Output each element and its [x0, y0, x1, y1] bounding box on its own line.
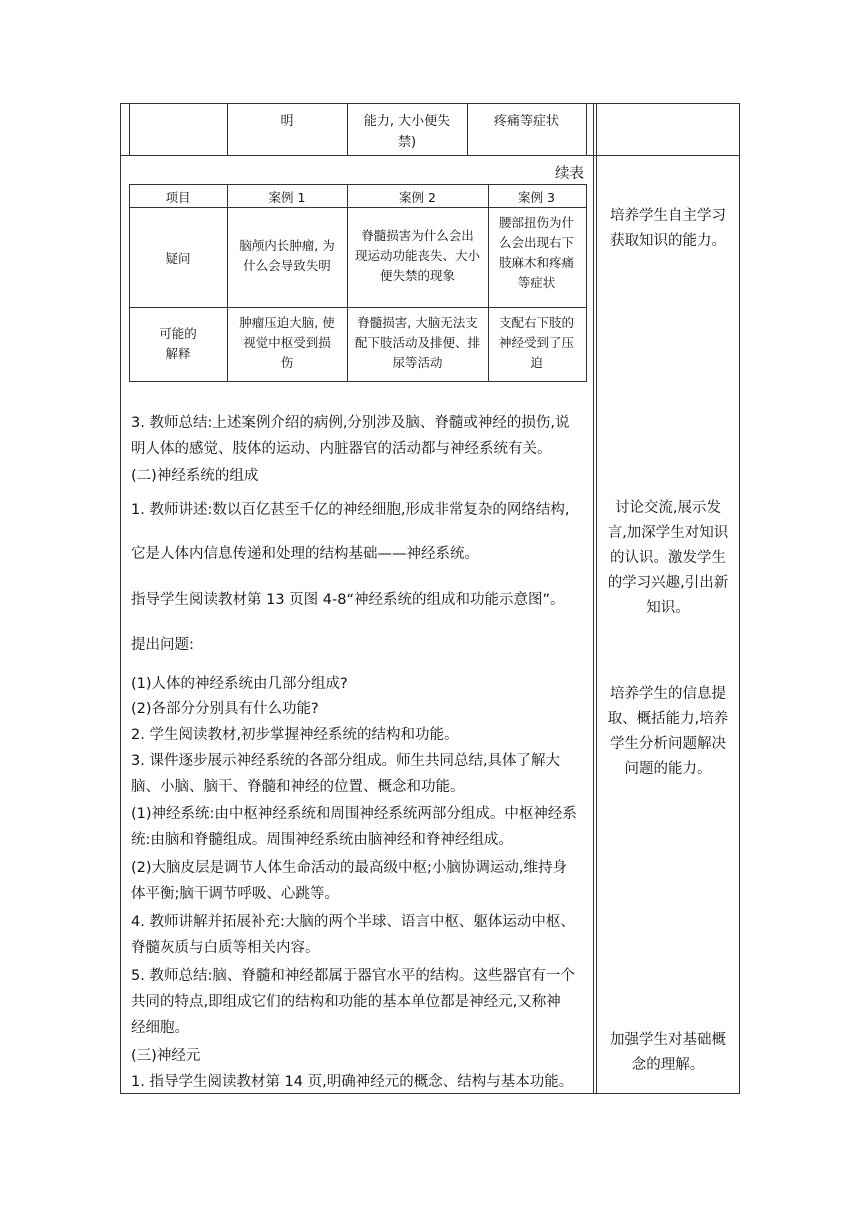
- side-note-4: [597, 1028, 739, 1078]
- row2-case3: [488, 313, 585, 373]
- side-line: 的学习兴趣,引出新: [607, 575, 729, 591]
- side-note-1: [597, 204, 739, 254]
- side-line: 培养学生自主学习: [610, 208, 726, 224]
- row1-case2-line: 脊髓损害为什么会出: [361, 228, 474, 243]
- text-line: 经细胞。: [131, 1020, 189, 1036]
- step-2: 2. 学生阅读教材,初步掌握神经系统的结构和功能。: [131, 727, 459, 743]
- inner-row-border: [129, 307, 586, 308]
- row1-case2: [347, 226, 488, 286]
- section-heading-2: (二)神经系统的组成: [131, 468, 259, 484]
- side-line: 念的理解。: [631, 1057, 705, 1073]
- side-line: 学生分析问题解决: [610, 736, 726, 752]
- question-2: (2)各部分分别具有什么功能?: [131, 701, 319, 717]
- text-line: 共同的特点,即组成它们的结构和功能的基本单位都是神经元,又称神: [131, 994, 561, 1010]
- neuron-reading-guide: 1. 指导学生阅读教材第 14 页,明确神经元的概念、结构与基本功能。: [131, 1074, 574, 1090]
- inner-header-item: 项目: [165, 190, 191, 205]
- row2-case3-line: 迫: [530, 355, 543, 370]
- side-line: 取、概括能力,培养: [607, 711, 729, 727]
- step-5: [131, 963, 575, 1041]
- row-label-question: 疑问: [165, 251, 191, 266]
- row2-case1-line: 伤: [280, 355, 294, 370]
- top-row-col2: 明: [280, 114, 294, 129]
- row1-case3-line: 腰部扭伤为什: [498, 215, 574, 230]
- row1-case3-line: 肢麻木和疼痛: [498, 255, 574, 270]
- row2-case1-line: 视觉中枢受到损: [243, 335, 331, 350]
- side-line: 培养学生的信息提: [610, 686, 726, 702]
- text-line: 3. 教师总结:上述案例介绍的病例,分别涉及脑、脊髓或神经的损伤,说: [131, 415, 570, 431]
- row1-case2-line: 便失禁的现象: [379, 268, 455, 283]
- row2-case3-line: 神经受到了压: [498, 335, 574, 350]
- row1-case3-line: 么会出现右下: [498, 235, 574, 250]
- top-row-col3-line2: 禁): [397, 135, 417, 150]
- row-label-explanation-line: 解释: [165, 346, 191, 361]
- top-row-divider: [586, 103, 587, 155]
- top-row-col4: 疼痛等症状: [493, 114, 559, 129]
- side-note-3: [597, 682, 739, 782]
- row2-case2: [347, 313, 488, 373]
- text-line: 体平衡;脑干调节呼吸、心跳等。: [131, 886, 339, 902]
- outer-column-divider: [593, 103, 594, 1093]
- side-line: 加强学生对基础概: [610, 1032, 726, 1048]
- row2-case2-line: 配下肢活动及排便、排: [354, 335, 480, 350]
- text-line: 3. 课件逐步展示神经系统的各部分组成。师生共同总结,具体了解大: [131, 753, 561, 769]
- side-line: 知识。: [646, 600, 690, 616]
- text-line: 4. 教师讲解并拓展补充:大脑的两个半球、语言中枢、躯体运动中枢、: [131, 914, 575, 930]
- lecture-paragraph-line1: 1. 教师讲述:数以百亿甚至千亿的神经细胞,形成非常复杂的网络结构,: [131, 502, 570, 518]
- top-row-bottom-border: [120, 155, 739, 156]
- row2-case1-line: 肿瘤压迫大脑, 使: [239, 315, 335, 330]
- inner-header-case3: 案例 3: [518, 190, 555, 205]
- point-1: [131, 801, 577, 853]
- row1-case3: [488, 213, 585, 293]
- side-line: 的认识。激发学生: [610, 550, 726, 566]
- row-label-explanation-line: 可能的: [159, 326, 197, 341]
- questions-heading: 提出问题:: [131, 637, 194, 653]
- side-line: 获取知识的能力。: [610, 233, 726, 249]
- text-line: 明人体的感觉、肢体的运动、内脏器官的活动都与神经系统有关。: [131, 441, 552, 457]
- lecture-paragraph-line2: 它是人体内信息传递和处理的结构基础——神经系统。: [131, 546, 479, 562]
- step-4: [131, 909, 575, 961]
- row-label-explanation: [129, 324, 227, 364]
- table-caption: 续表: [555, 166, 584, 182]
- section-heading-3: (三)神经元: [131, 1048, 201, 1064]
- row1-case2-line: 现运动功能丧失、大小: [354, 248, 480, 263]
- row2-case2-line: 脊髓损害, 大脑无法支: [357, 315, 478, 330]
- side-line: 讨论交流,展示发: [614, 500, 722, 516]
- reading-guide: 指导学生阅读教材第 13 页图 4-8“神经系统的组成和功能示意图”。: [131, 592, 565, 608]
- row2-case3-line: 支配右下肢的: [498, 315, 574, 330]
- row2-case1: [227, 313, 347, 373]
- row1-case1-line: 什么会导致失明: [243, 258, 331, 273]
- step-3: [131, 748, 560, 800]
- text-line: 统:由脑和脊髓组成。周围神经系统由脑神经和脊神经组成。: [131, 832, 513, 848]
- point-2: [131, 855, 567, 907]
- inner-header-case1: 案例 1: [268, 190, 306, 205]
- text-line: (1)神经系统:由中枢神经系统和周围神经系统两部分组成。中枢神经系: [131, 806, 577, 822]
- text-line: (2)大脑皮层是调节人体生命活动的最高级中枢;小脑协调运动,维持身: [131, 860, 568, 876]
- side-note-2: [597, 496, 739, 621]
- top-row-col3-line1: 能力, 大小便失: [363, 114, 451, 129]
- row1-case1-line: 脑颅内长肿瘤, 为: [239, 238, 335, 253]
- side-line: 问题的能力。: [624, 761, 712, 777]
- top-row-divider: [129, 103, 130, 155]
- text-line: 脑、小脑、脑干、脊髓和神经的位置、概念和功能。: [131, 779, 465, 795]
- summary-paragraph: [131, 410, 570, 462]
- row1-case3-line: 等症状: [517, 275, 556, 290]
- text-line: 脊髓灰质与白质等相关内容。: [131, 940, 320, 956]
- question-1: (1)人体的神经系统由几部分组成?: [131, 676, 348, 692]
- row2-case2-line: 尿等活动: [392, 355, 443, 370]
- side-line: 言,加深学生对知识: [607, 525, 729, 541]
- row1-case1: [227, 236, 347, 276]
- inner-header-case2: 案例 2: [399, 190, 436, 205]
- text-line: 5. 教师总结:脑、脊髓和神经都属于器官水平的结构。这些器官有一个: [131, 968, 575, 984]
